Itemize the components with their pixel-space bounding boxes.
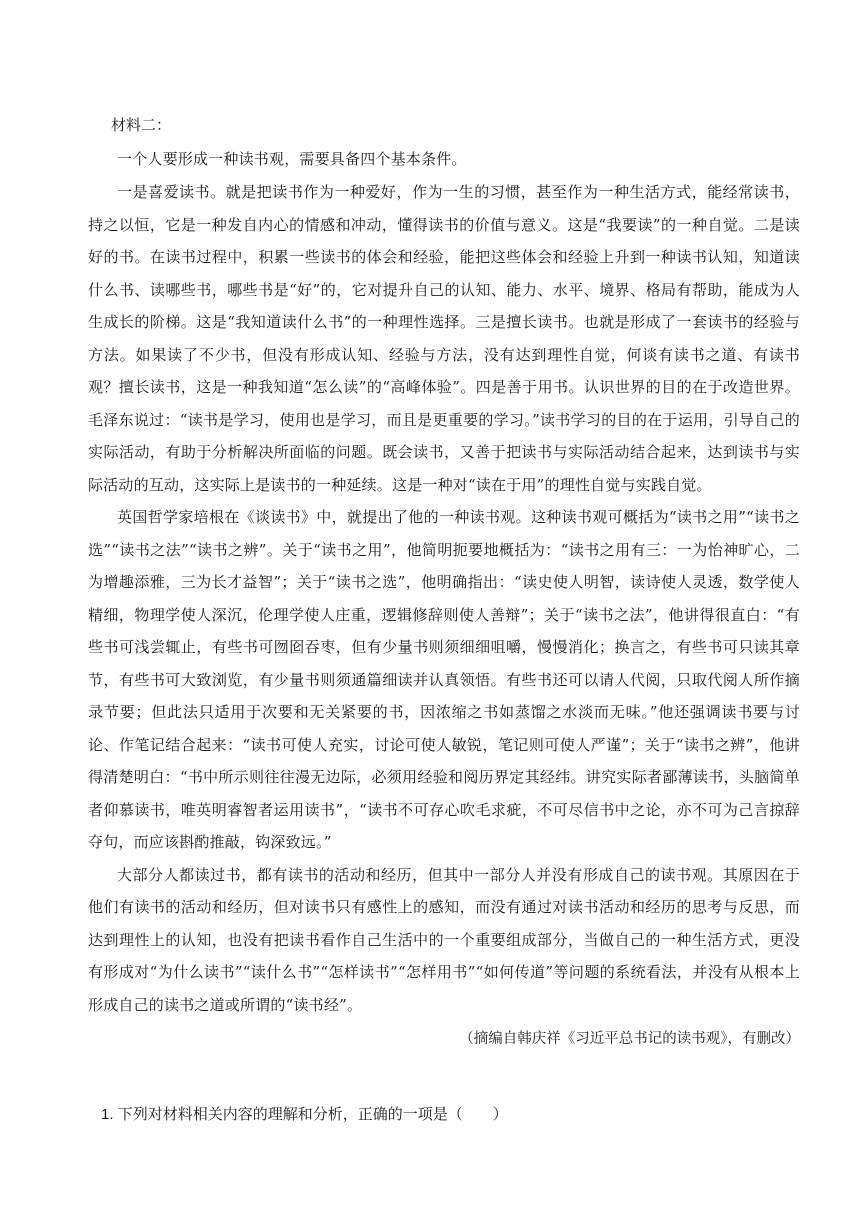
article-body	[88, 108, 800, 1055]
question-number: 1.	[101, 1106, 114, 1123]
paragraph-3: 英国哲学家培根在《谈读书》中，就提出了他的一种读书观。这种读书观可概括为“读书之用”“读书之选”“读书之法”“读书之辨”。关于“读书之用”，他简明扼要地概括为：“读书之用有三：一为怡神旷心，二为增趣添雅，三为长才益智”；关于“读书之选”，他明确指出：“读史使人明智，读诗使人灵透，数学使人精细，物理学使人深沉，伦理学使人庄重，逻辑修辞则使人善辩”；关于“读书之法”，他讲得很直白：“有些书可浅尝辄止，有些书可囫囵吞枣，但有少量书则须细细咀嚼，慢慢消化；换言之，有些书可只读其章节，有些书可大致浏览，有少量书则须通篇细读并认真领悟。有些书还可以请人代阅，只取代阅人所作摘录节要；但此法只适用于次要和无关紧要的书，因浓缩之书如蒸馏之水淡而无味。”他还强调读书要与讨论、作笔记结合起来：“读书可使人充实，讨论可使人敏锐，笔记则可使人严谨”；关于“读书之辨”，他讲得清楚明白：“书中所示则往往漫无边际，必须用经验和阅历界定其经纬。讲究实际者鄙薄读书，头脑简单者仰慕读书，唯英明睿智者运用读书”，“读书不可存心吹毛求疵，不可尽信书中之论，亦不可为己言掠辞夺句，而应该斟酌推敲，钩深致远。”	[88, 508, 800, 851]
paragraph-1: 一个人要形成一种读书观，需要具备四个基本条件。	[117, 150, 467, 168]
section-label: 材料二：	[111, 116, 172, 134]
paragraph-2: 一是喜爱读书。就是把读书作为一种爱好，作为一生的习惯，甚至作为一种生活方式，能经常读书，持之以恒，它是一种发自内心的情感和冲动，懂得读书的价值与意义。这是“我要读”的一种自觉。二是读好的书。在读书过程中，积累一些读书的体会和经验，能把这些体会和经验上升到一种读书认知，知道读什么书、读哪些书，哪些书是“好”的，它对提升自己的认知、能力、水平、境界、格局有帮助，能成为人生成长的阶梯。这是“我知道读什么书”的一种理性选择。三是擅长读书。也就是形成了一套读书的经验与方法。如果读了不少书，但没有形成认知、经验与方法，没有达到理性自觉，何谈有读书之道、有读书观？擅长读书，这是一种我知道“怎么读”的“高峰体验”。四是善于用书。认识世界的目的在于改造世界。毛泽东说过：“读书是学习，使用也是学习，而且是更重要的学习。”读书学习的目的在于运用，引导自己的实际活动，有助于分析解决所面临的问题。既会读书，又善于把读书与实际活动结合起来，达到读书与实际活动的互动，这实际上是读书的一种延续。这是一种对“读在于用”的理性自觉与实践自觉。	[88, 183, 800, 494]
question-text: 下列对材料相关内容的理解和分析，正确的一项是（ ）	[117, 1105, 508, 1123]
source-citation: （摘编自韩庆祥《习近平总书记的读书观》，有删改）	[459, 1031, 800, 1047]
paragraph-4: 大部分人都读过书，都有读书的活动和经历，但其中一部分人并没有形成自己的读书观。其原因在于他们有读书的活动和经历，但对读书只有感性上的感知，而没有通过对读书活动和经历的思考与反思，而达到理性上的认知，也没有把读书看作自己生活中的一个重要组成部分，当做自己的一种生活方式，更没有形成对“为什么读书”“读什么书”“怎样读书”“怎样用书”“如何传道”等问题的系统看法，并没有从根本上形成自己的读书之道或所谓的“读书经”。	[88, 865, 800, 1014]
question-1	[101, 1099, 508, 1130]
